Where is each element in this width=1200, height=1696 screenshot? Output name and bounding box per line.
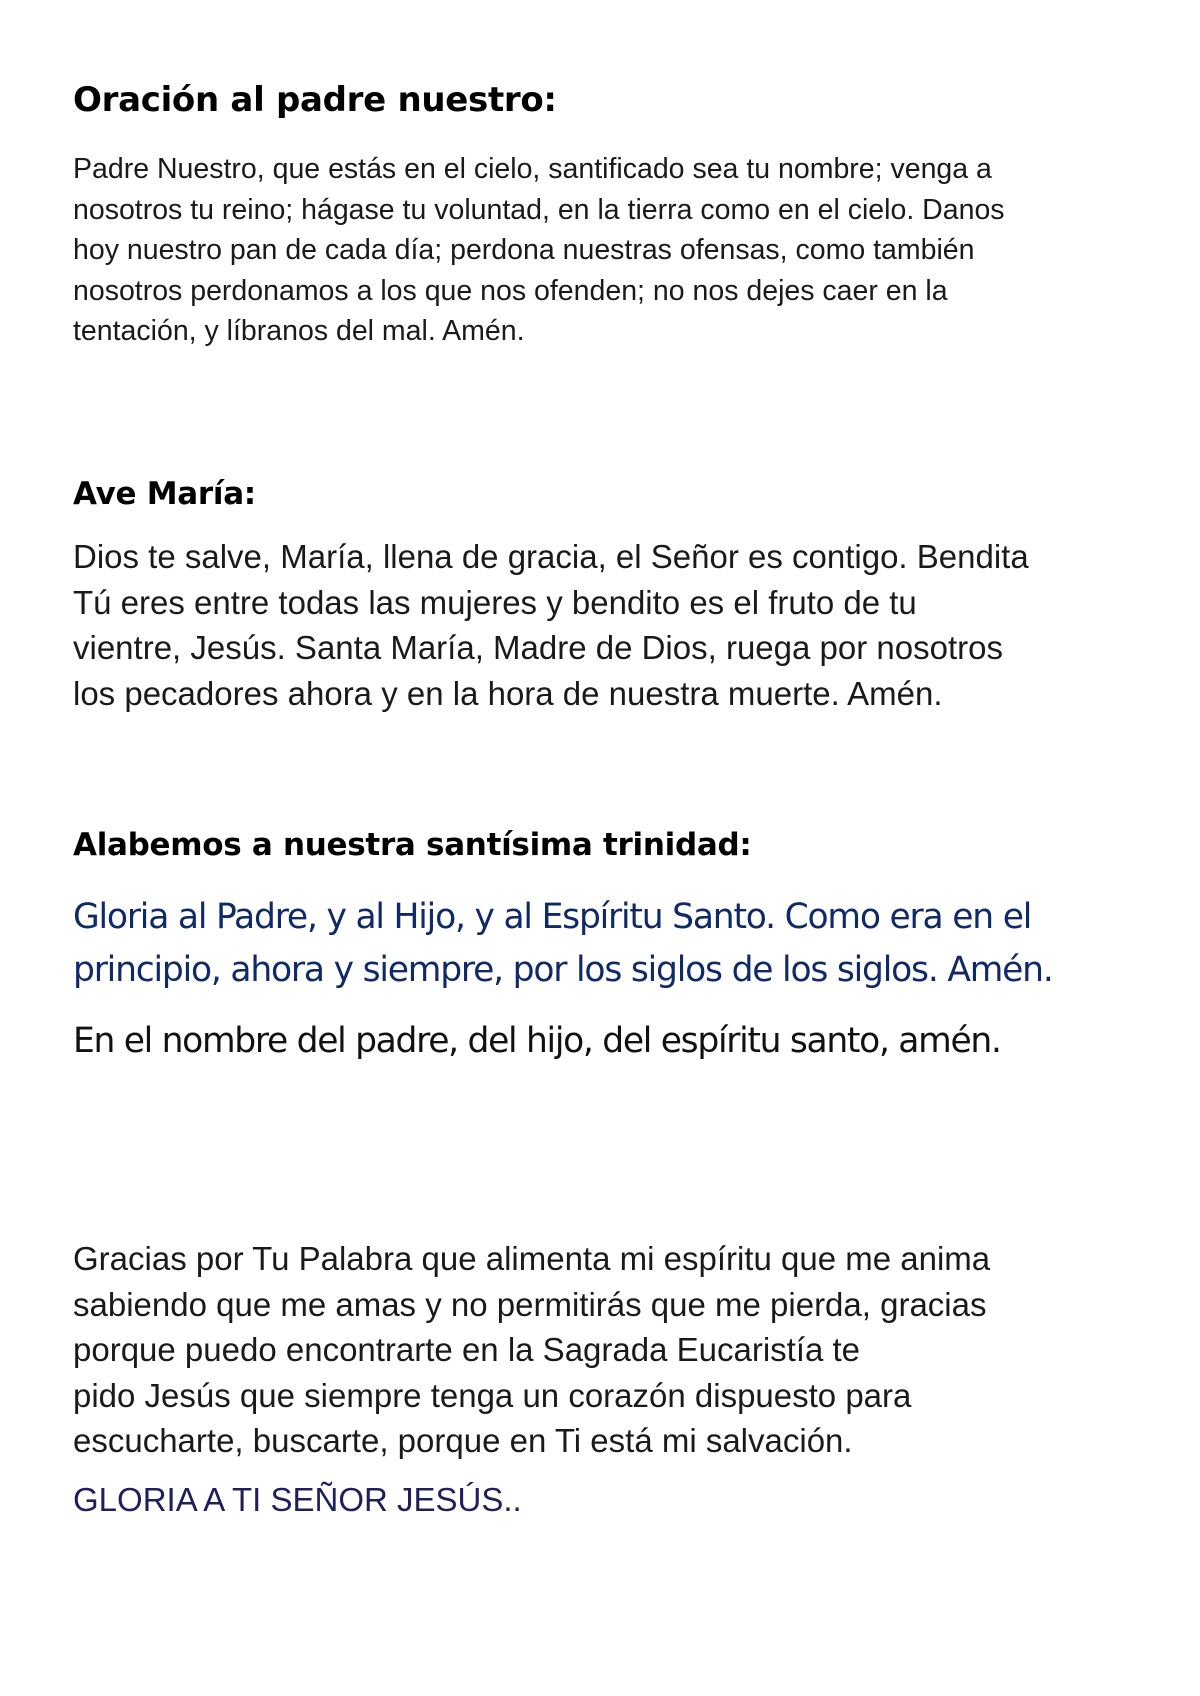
text-line: nosotros perdonamos a los que nos ofenden; no nos dejes caer en la xyxy=(73,274,948,307)
text-line: los pecadores ahora y en la hora de nuestra muerte. Amén. xyxy=(73,674,943,712)
text-line: tentación, y líbranos del mal. Amén. xyxy=(73,315,525,347)
text-line: pido Jesús que siempre tenga un corazón dispuesto para xyxy=(73,1376,912,1414)
text-line: hoy nuestro pan de cada día; perdona nuestras ofensas, como también xyxy=(73,234,975,266)
text-line: Dios te salve, María, llena de gracia, el Señor es contigo. Bendita xyxy=(73,538,1029,575)
heading-ave-maria: Ave María: xyxy=(73,476,256,512)
text-line: Gloria al Padre, y al Hijo, y al Espíritu Santo. Como era en el xyxy=(73,897,1032,937)
paragraph-gracias xyxy=(73,1236,990,1464)
text-line: nosotros tu reino; hágase tu voluntad, en la tierra como en el cielo. Danos xyxy=(73,193,1005,226)
text-line: Tú eres entre todas las mujeres y bendito es el fruto de tu xyxy=(73,583,917,621)
heading-padre-nuestro: Oración al padre nuestro: xyxy=(73,80,557,120)
text-line: sabiendo que me amas y no permitirás que me pierda, gracias xyxy=(73,1285,987,1323)
text-line: porque puedo encontrarte en la Sagrada Eucaristía te xyxy=(73,1331,861,1368)
text-line: GLORIA A TI SEÑOR JESÚS.. xyxy=(73,1481,522,1518)
text-line: vientre, Jesús. Santa María, Madre de Dios, ruega por nosotros xyxy=(73,629,1003,666)
paragraph-en-el-nombre xyxy=(73,1016,1001,1066)
paragraph-gloria xyxy=(73,891,1053,997)
text-line: principio, ahora y siempre, por los siglos de los siglos. Amén. xyxy=(73,950,1053,990)
text-line: Gracias por Tu Palabra que alimenta mi espíritu que me anima xyxy=(73,1240,991,1277)
text-line: En el nombre del padre, del hijo, del espíritu santo, amén. xyxy=(73,1021,1001,1061)
heading-santisima-trinidad: Alabemos a nuestra santísima trinidad: xyxy=(73,827,752,863)
paragraph-padre-nuestro xyxy=(73,149,1005,352)
paragraph-ave-maria xyxy=(73,534,1029,716)
text-line: Padre Nuestro, que estás en el cielo, santificado sea tu nombre; venga a xyxy=(73,153,992,185)
closing-gloria-a-ti xyxy=(73,1477,522,1522)
text-line: escucharte, buscarte, porque en Ti está mi salvación. xyxy=(73,1422,853,1459)
